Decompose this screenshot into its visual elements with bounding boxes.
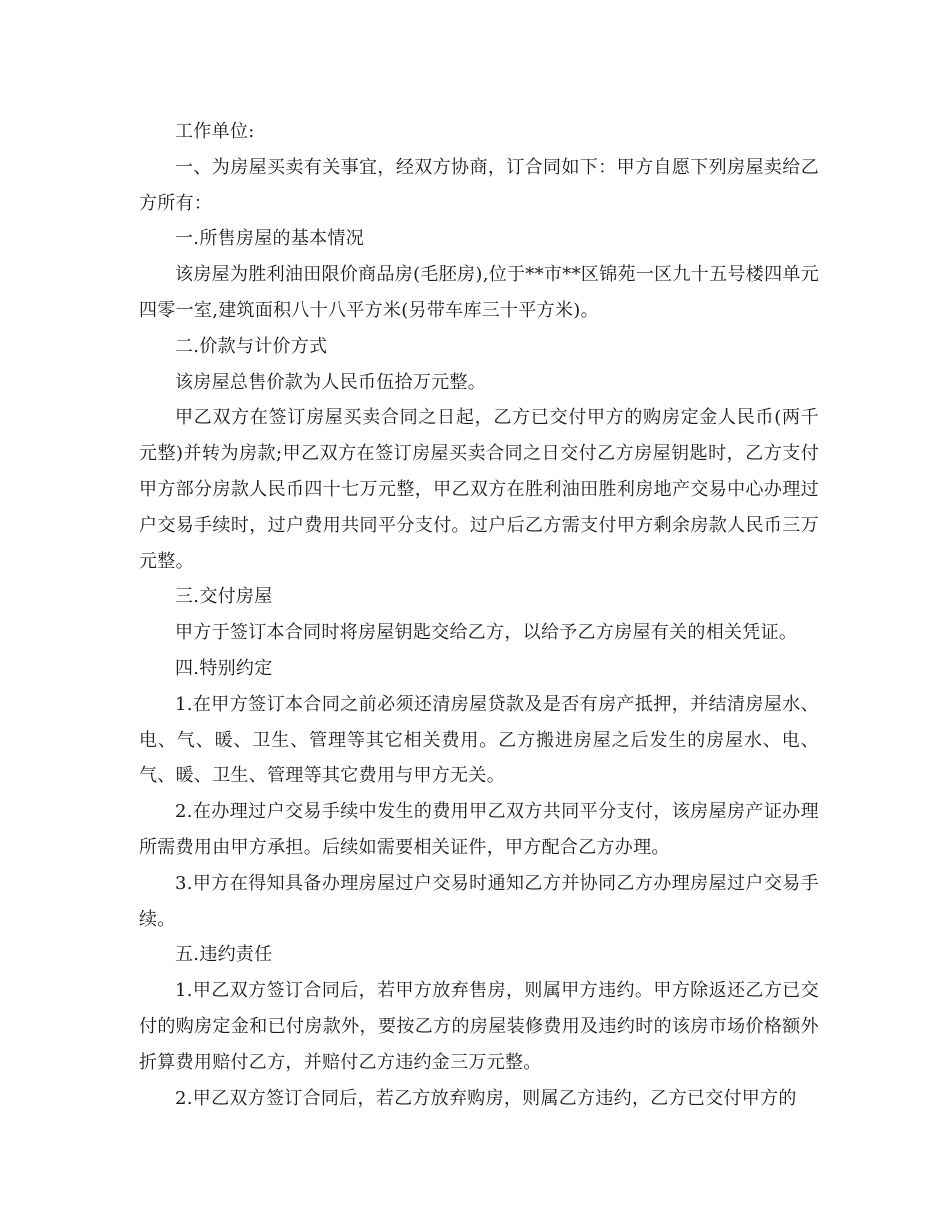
section-heading-basic-info: 一.所售房屋的基本情况 — [175, 228, 365, 250]
breach-term-2: 2.甲乙双方签订合同后，若乙方放弃购房，则属乙方违约，乙方已交付甲方的 — [175, 1087, 797, 1109]
section-heading-breach: 五.违约责任 — [175, 944, 273, 966]
intro-paragraph: 一、为房屋买卖有关事宜，经双方协商，订合同如下：甲方自愿下列房屋卖给乙方所有： — [139, 156, 819, 214]
section-heading-special-terms: 四.特别约定 — [175, 657, 273, 679]
special-term-3: 3.甲方在得知具备办理房屋过户交易时通知乙方并协同乙方办理房屋过户交易手续。 — [139, 872, 819, 930]
breach-term-1: 1.甲乙双方签订合同后，若甲方放弃售房，则属甲方违约。甲方除返还乙方已交付的购房定金和已付房款外，要按乙方的房屋装修费用及违约时的该房市场价格额外折算费用赔付乙方，并赔付乙方违约金三万元整。 — [139, 980, 819, 1073]
delivery-paragraph: 甲方于签订本合同时将房屋钥匙交给乙方，以给予乙方房屋有关的相关凭证。 — [175, 622, 798, 644]
special-term-1: 1.在甲方签订本合同之前必须还清房屋贷款及是否有房产抵押，并结清房屋水、电、气、暖、卫生、管理等其它相关费用。乙方搬进房屋之后发生的房屋水、电、气、暖、卫生、管理等其它费用与甲方无关。 — [139, 693, 819, 787]
payment-terms-paragraph: 甲乙双方在签订房屋买卖合同之日起，乙方已交付甲方的购房定金人民币(两千元整)并转为房款;甲乙双方在签订房屋买卖合同之日交付乙方房屋钥匙时，乙方支付甲方部分房款人民币四十七万元整，甲乙双方在胜利油田胜利房地产交易中心办理过户交易手续时，过户费用共同平分支付。过户后乙方需支付甲方剩余房款人民币三万元整。 — [139, 407, 819, 572]
work-unit-line: 工作单位: — [175, 121, 255, 142]
property-description: 该房屋为胜利油田限价商品房(毛胚房),位于**市**区锦苑一区九十五号楼四单元四零一室,建筑面积八十八平方米(另带车库三十平方米)。 — [139, 264, 819, 321]
document-body — [139, 114, 819, 1116]
special-term-2: 2.在办理过户交易手续中发生的费用甲乙双方共同平分支付，该房屋房产证办理所需费用由甲方承担。后续如需要相关证件，甲方配合乙方办理。 — [139, 801, 819, 858]
total-price-paragraph: 该房屋总售价款为人民币伍拾万元整。 — [175, 371, 487, 393]
section-heading-delivery: 三.交付房屋 — [175, 586, 273, 608]
section-heading-price: 二.价款与计价方式 — [175, 335, 328, 357]
